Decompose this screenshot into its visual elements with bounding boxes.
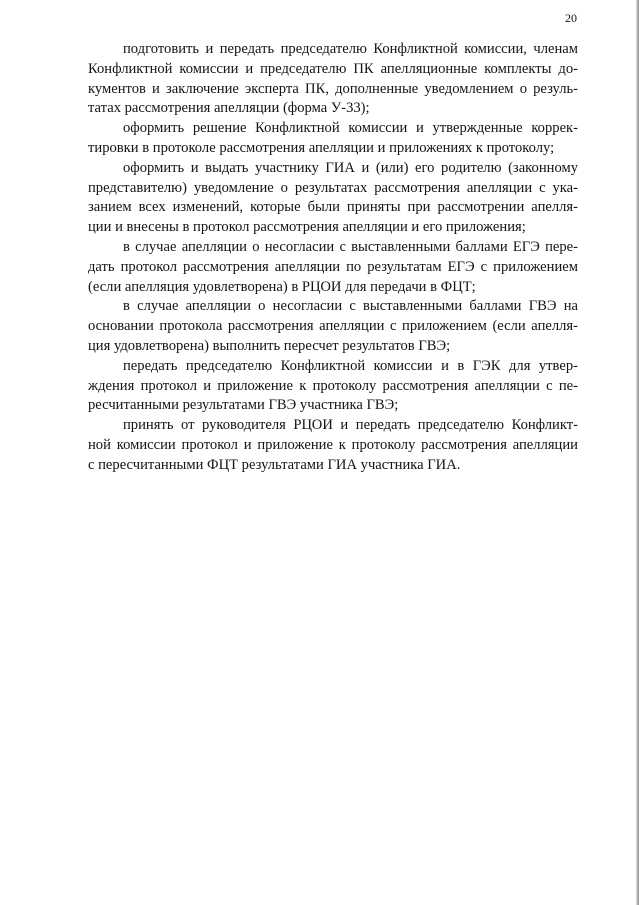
paragraph <box>88 238 578 297</box>
text-line: ции и внесены в протокол рассмотрения апелляции и его приложения; <box>88 219 526 236</box>
text-line: тировки в протоколе рассмотрения апелляции и приложениях к протоколу; <box>88 139 555 156</box>
text-line: с пересчитанными ФЦТ результатами ГИА участника ГИА. <box>88 456 461 473</box>
text-line: передать председателю Конфликтной комиссии и в ГЭК для утвер- <box>123 357 578 374</box>
text-line: в случае апелляции о несогласии с выставленными баллами ЕГЭ пере- <box>123 238 578 255</box>
text-line: (если апелляция удовлетворена) в РЦОИ для передачи в ФЦТ; <box>88 278 476 295</box>
paragraph <box>88 297 578 356</box>
text-line: принять от руководителя РЦОИ и передать председателю Конфликт- <box>123 417 578 434</box>
paragraph <box>88 40 578 119</box>
text-line: подготовить и передать председателю Конфликтной комиссии, членам <box>123 41 578 57</box>
text-line: представителю) уведомление о результатах рассмотрения апелляции с ука- <box>88 179 578 196</box>
text-line: оформить решение Конфликтной комиссии и утвержденные коррек- <box>123 120 578 137</box>
text-line: основании протокола рассмотрения апелляции с приложением (если апелля- <box>88 318 578 335</box>
text-line: ной комиссии протокол и приложение к протоколу рассмотрения апелляции <box>88 436 578 453</box>
page-number: 20 <box>565 11 577 25</box>
text-line: оформить и выдать участнику ГИА и (или) его родителю (законному <box>123 159 578 176</box>
text-line: кументов и заключение эксперта ПК, дополненные уведомлением о резуль- <box>88 80 578 97</box>
text-line: ресчитанными результатами ГВЭ участника ГВЭ; <box>88 397 399 414</box>
text-line: в случае апелляции о несогласии с выставленными баллами ГВЭ на <box>123 298 578 315</box>
text-line: ждения протокол и приложение к протоколу рассмотрения апелляции с пе- <box>88 377 578 394</box>
text-line: занием всех изменений, которые были приняты при рассмотрении апелля- <box>88 199 578 216</box>
paragraph <box>88 416 578 475</box>
text-line: Конфликтной комиссии и председателю ПК апелляционные комплекты до- <box>88 60 578 77</box>
text-line: ция удовлетворена) выполнить пересчет результатов ГВЭ; <box>88 337 451 354</box>
text-line: дать протокол рассмотрения апелляции по результатам ЕГЭ с приложением <box>88 258 578 275</box>
document-body <box>88 40 578 476</box>
paragraph <box>88 357 578 416</box>
paragraph <box>88 119 578 159</box>
paragraph <box>88 159 578 238</box>
text-line: татах рассмотрения апелляции (форма У-33); <box>88 100 370 117</box>
